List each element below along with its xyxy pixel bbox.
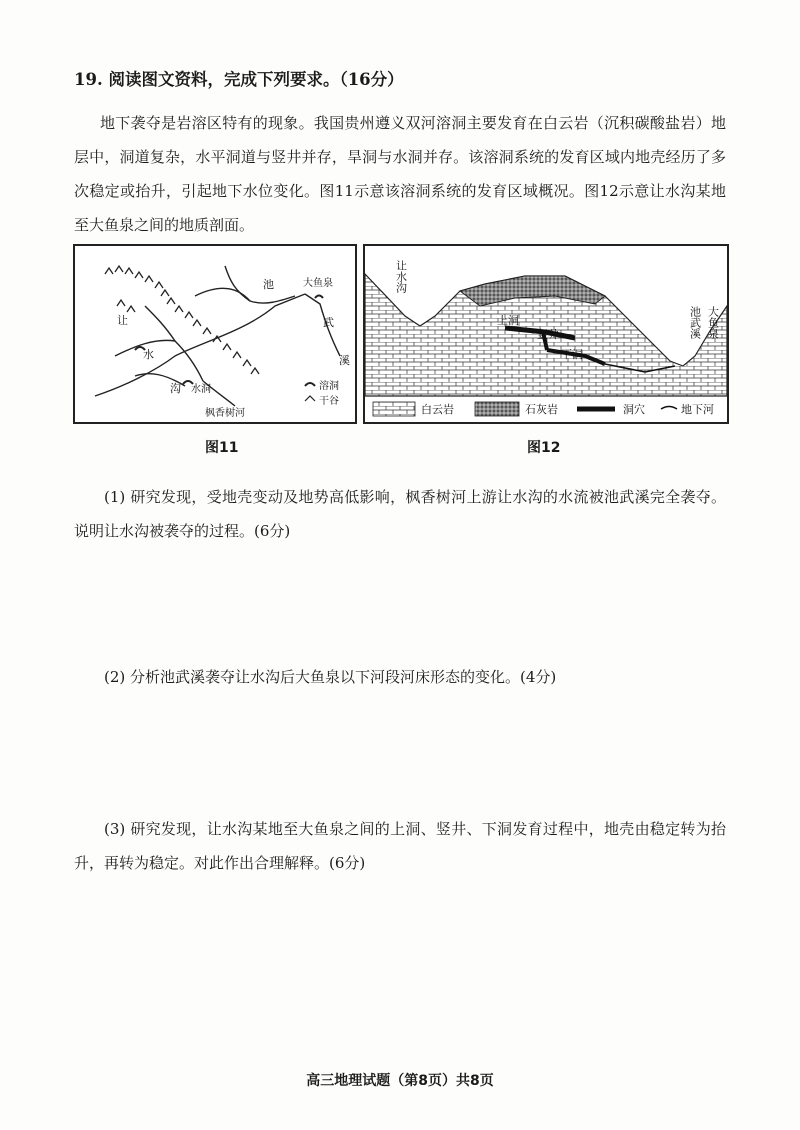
fig12-legend: [373, 402, 714, 416]
svg-text:溪: 溪: [339, 354, 350, 367]
svg-text:枫香树河: 枫香树河: [205, 408, 245, 419]
svg-text:竖井: 竖井: [537, 328, 559, 341]
sub-question-2: [74, 660, 726, 694]
svg-text:大鱼泉: 大鱼泉: [303, 278, 333, 289]
figure-12-caption: 图12: [527, 440, 561, 456]
svg-text:石灰岩: 石灰岩: [525, 403, 558, 416]
figure-12-section: [363, 244, 729, 424]
svg-text:大鱼泉: 大鱼泉: [706, 306, 720, 339]
svg-text:沟: 沟: [170, 382, 181, 395]
svg-text:水: 水: [143, 348, 154, 361]
question-intro: 地下袭夺是岩溶区特有的现象。我国贵州遵义双河溶洞主要发育在白云岩（沉积碳酸盐岩）地层中，洞道复杂，水平洞道与竖井并存，旱洞与水洞并存。该溶洞系统的发育区域内地壳经历了多次稳定或抬升，引起地下水位变化。图11示意该溶洞系统的发育区域概况。图12示意让水沟某地至大鱼泉之间的地质剖面。: [74, 114, 726, 234]
svg-text:干谷: 干谷: [319, 396, 339, 407]
figure-11-caption: 图11: [205, 440, 239, 456]
ridge-symbols: [105, 266, 259, 374]
sub-question-3-number: (3): [104, 820, 126, 838]
svg-text:武: 武: [323, 316, 334, 329]
svg-text:洞穴: 洞穴: [623, 403, 645, 416]
sub-question-3: [74, 812, 726, 880]
sub-question-1-number: (1): [104, 488, 126, 506]
sub-question-3-text: 研究发现，让水沟某地至大鱼泉之间的上洞、竖井、下洞发育过程中，地壳由稳定转为抬升，再转为稳定。对此作出合理解释。(6分): [74, 820, 726, 872]
svg-text:让: 让: [117, 314, 128, 327]
svg-text:水洞: 水洞: [191, 384, 211, 395]
svg-text:地下河: 地下河: [681, 403, 714, 416]
svg-text:白云岩: 白云岩: [421, 403, 454, 416]
svg-text:上洞: 上洞: [497, 314, 519, 327]
svg-text:池: 池: [263, 278, 274, 291]
question-title: 19. 阅读图文资料，完成下列要求。（16分）: [74, 70, 404, 89]
page-footer: 高三地理试题（第8页）共8页: [306, 1073, 494, 1089]
sub-question-2-text: 分析池武溪袭夺让水沟后大鱼泉以下河段河床形态的变化。(4分): [130, 668, 557, 686]
sub-question-1-text: 研究发现，受地壳变动及地势高低影响，枫香树河上游让水沟的水流被池武溪完全袭夺。说明让水沟被袭夺的过程。(6分): [74, 488, 726, 540]
svg-text:溶洞: 溶洞: [319, 381, 339, 392]
svg-text:让水沟: 让水沟: [394, 260, 408, 293]
sub-question-2-number: (2): [104, 668, 126, 686]
svg-text:池武溪: 池武溪: [688, 306, 702, 339]
cave-marks: [135, 296, 323, 385]
sub-question-1: [74, 480, 726, 548]
figure-11-map: [73, 244, 357, 424]
fig11-legend: [305, 379, 339, 407]
svg-text:下洞: 下洞: [561, 348, 583, 361]
